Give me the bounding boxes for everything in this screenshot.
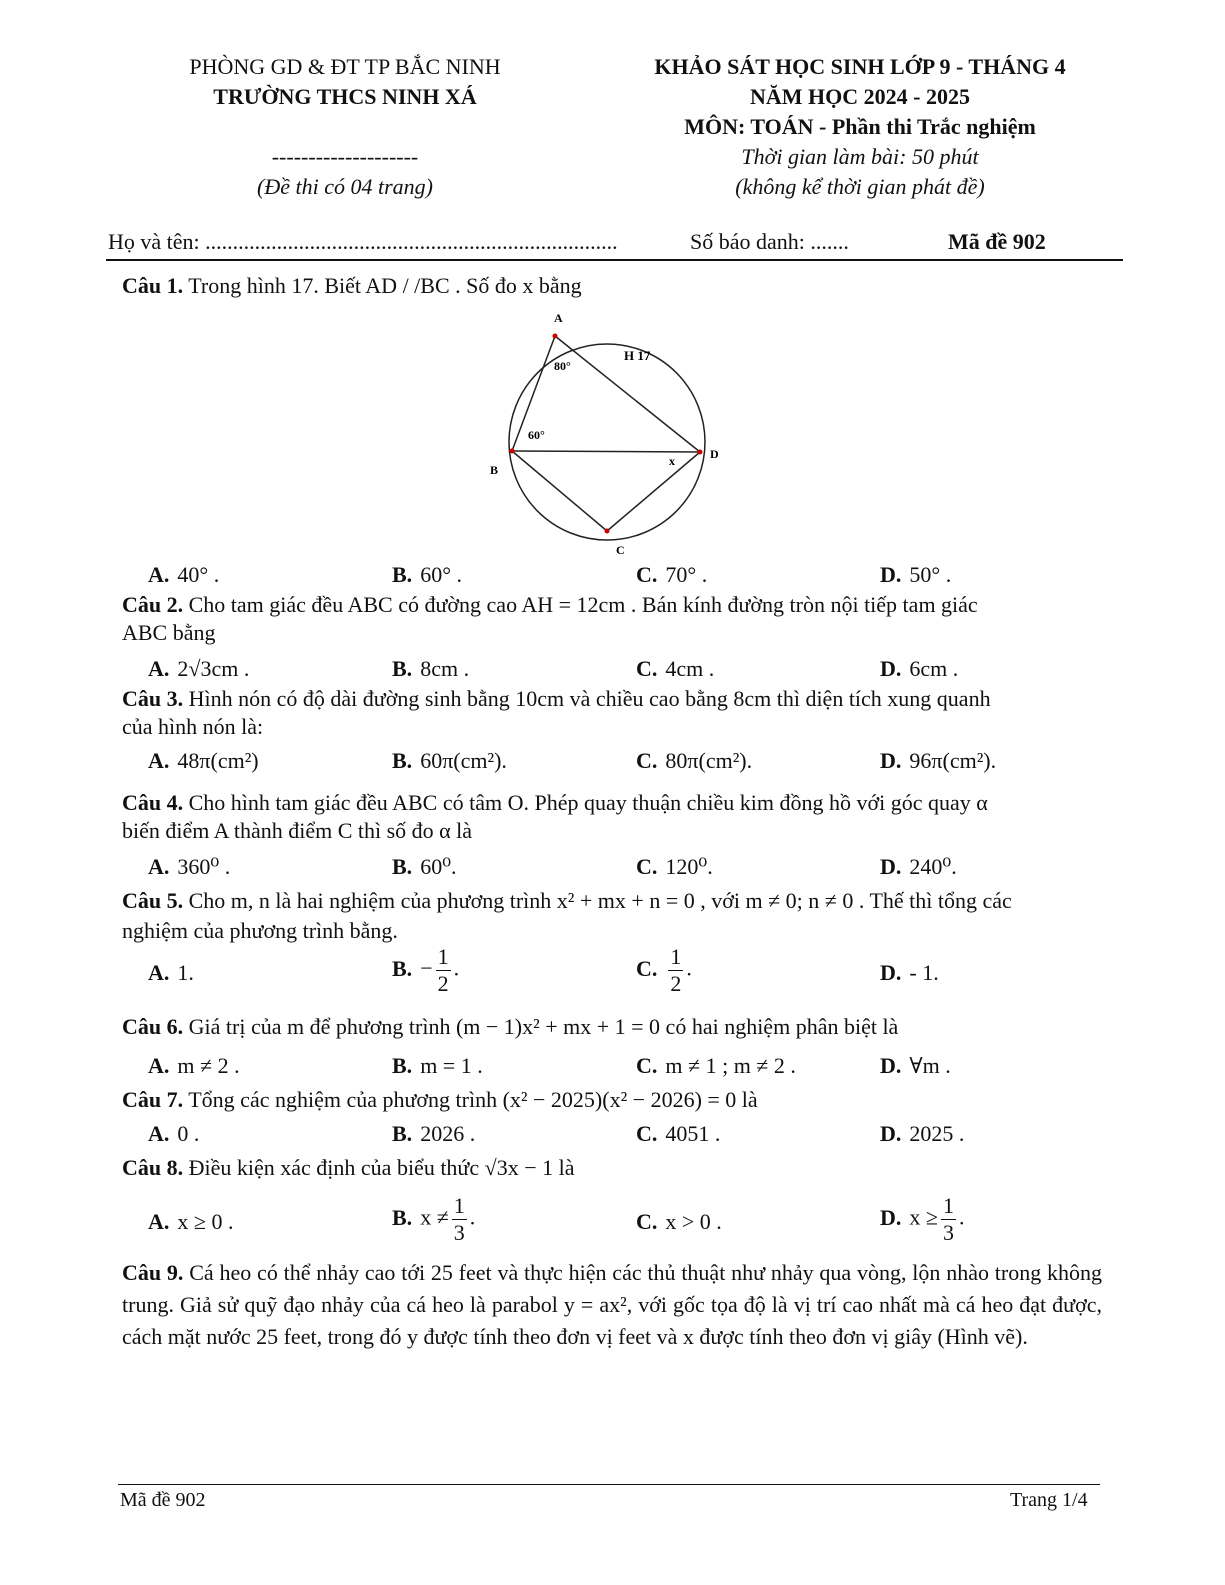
header-dashes: --------------------	[271, 144, 419, 169]
exam-title: KHẢO SÁT HỌC SINH LỚP 9 - THÁNG 4	[654, 54, 1066, 79]
q4-option-c: C. 120⁰.	[636, 854, 713, 879]
q5-option-c: C. $\frac{1}{2}$ .	[636, 944, 692, 996]
point-c	[605, 529, 610, 534]
q7-option-b: B. 2026 .	[392, 1121, 476, 1146]
footer-rule	[118, 1484, 1100, 1485]
question-1: Câu 1. Trong hình 17. Biết AD / /BC . Số đo x bằng	[122, 273, 582, 298]
point-a	[553, 334, 558, 339]
q5-option-a: A. 1.	[148, 960, 194, 985]
time-limit: Thời gian làm bài: 50 phút	[741, 144, 979, 169]
q6-option-a: A. m ≠ 2 .	[148, 1053, 240, 1078]
q7-option-a: A. 0 .	[148, 1121, 200, 1146]
q2-option-d: D. 6cm .	[880, 656, 959, 681]
q3-option-c: C. 80π(cm²).	[636, 748, 753, 773]
q8-option-c: C. x > 0 .	[636, 1209, 722, 1234]
name-field: Họ và tên: ...........................................................................	[108, 229, 618, 254]
q3-option-a: A. 48π(cm²)	[148, 748, 259, 773]
question-3-cont: của hình nón là:	[122, 714, 264, 739]
label-d: D	[710, 447, 719, 461]
footer-code: Mã đề 902	[120, 1489, 206, 1511]
q6-option-d: D. ∀m .	[880, 1053, 951, 1078]
q6-option-c: C. m ≠ 1 ; m ≠ 2 .	[636, 1053, 796, 1078]
q2-option-c: C. 4cm .	[636, 656, 715, 681]
point-d	[698, 450, 703, 455]
question-5-cont: nghiệm của phương trình bằng.	[122, 918, 398, 943]
subject: MÔN: TOÁN - Phần thi Trắc nghiệm	[684, 114, 1036, 139]
question-6: Câu 6. Giá trị của m để phương trình (m − 1)x² + mx + 1 = 0 có hai nghiệm phân biệt là	[122, 1014, 899, 1039]
question-3: Câu 3. Hình nón có độ dài đường sinh bằng 10cm và chiều cao bằng 8cm thì diện tích xung quanh	[122, 686, 991, 711]
time-note: (không kể thời gian phát đề)	[735, 174, 985, 199]
segment-bd	[512, 451, 700, 452]
q8-option-b: B. x ≠ $\frac{1}{3}$ .	[392, 1193, 476, 1245]
figure-title: H 17	[624, 348, 651, 363]
label-a: A	[554, 311, 563, 325]
q8-option-a: A. x ≥ 0 .	[148, 1209, 234, 1234]
school-year: NĂM HỌC 2024 - 2025	[750, 84, 970, 109]
q4-option-b: B. 60⁰.	[392, 854, 457, 879]
q7-option-c: C. 4051 .	[636, 1121, 721, 1146]
exam-code: Mã đề 902	[948, 229, 1046, 254]
segment-cd	[607, 452, 700, 531]
q4-option-d: D. 240⁰.	[880, 854, 957, 879]
q1-option-d: D. 50° .	[880, 562, 952, 587]
angle-a-label: 80°	[554, 359, 571, 373]
q8-option-d: D. x ≥ $\frac{1}{3}$ .	[880, 1193, 965, 1245]
label-x: x	[669, 454, 675, 468]
q1-option-c: C. 70° .	[636, 562, 708, 587]
header-rule	[106, 259, 1123, 261]
page-number: Trang 1/4	[1010, 1489, 1088, 1511]
q5-option-d: D. - 1.	[880, 960, 939, 985]
q2-option-a: A. 2√3cm .	[148, 656, 250, 681]
segment-bc	[512, 451, 607, 531]
label-b: B	[490, 463, 499, 477]
school-department: PHÒNG GD & ĐT TP BẮC NINH	[189, 54, 501, 79]
q2-option-b: B. 8cm .	[392, 656, 470, 681]
school-name: TRƯỜNG THCS NINH XÁ	[213, 84, 477, 109]
angle-b-label: 60°	[528, 428, 545, 442]
q6-option-b: B. m = 1 .	[392, 1053, 483, 1078]
question-4-cont: biến điểm A thành điểm C thì số đo α là	[122, 818, 473, 843]
label-c: C	[616, 543, 625, 557]
q1-option-a: A. 40° .	[148, 562, 220, 587]
question-5: Câu 5. Cho m, n là hai nghiệm của phương trình x² + mx + n = 0 , với m ≠ 0; n ≠ 0 . Thế thì tổng các	[122, 888, 1012, 913]
question-9: Câu 9. Cá heo có thể nhảy cao tới 25 feet và thực hiện các thủ thuật như nhảy qua vòng, lộn nhào trong không trung. Giả sử quỹ đạo nhảy của cá heo là parabol y = ax², với gốc tọa độ là vị trí cao nhất mà cá heo đạt được, cách mặt nước 25 feet, trong đó y được tính theo đơn vị feet và x được tính theo đơn vị giây (Hình vẽ).	[122, 1260, 1103, 1349]
page-count: (Đề thi có 04 trang)	[257, 174, 433, 199]
question-7: Câu 7. Tổng các nghiệm của phương trình (x² − 2025)(x² − 2026) = 0 là	[122, 1087, 758, 1112]
q3-option-b: B. 60π(cm²).	[392, 748, 507, 773]
question-2-cont: ABC bằng	[122, 620, 216, 645]
question-4: Câu 4. Cho hình tam giác đều ABC có tâm O. Phép quay thuận chiều kim đồng hồ với góc quay α	[122, 790, 988, 815]
figure-17	[480, 306, 750, 566]
q4-option-a: A. 360⁰ .	[148, 854, 231, 879]
circle	[509, 344, 705, 540]
q7-option-d: D. 2025 .	[880, 1121, 965, 1146]
q1-option-b: B. 60° .	[392, 562, 462, 587]
q5-option-b: B. − $\frac{1}{2}$ .	[392, 944, 460, 996]
point-b	[510, 449, 515, 454]
question-2: Câu 2. Cho tam giác đều ABC có đường cao AH = 12cm . Bán kính đường tròn nội tiếp tam giác	[122, 592, 978, 617]
sbd-field: Số báo danh: .......	[690, 229, 849, 254]
q3-option-d: D. 96π(cm²).	[880, 748, 997, 773]
question-8: Câu 8. Điều kiện xác định của biểu thức √3x − 1 là	[122, 1155, 575, 1180]
